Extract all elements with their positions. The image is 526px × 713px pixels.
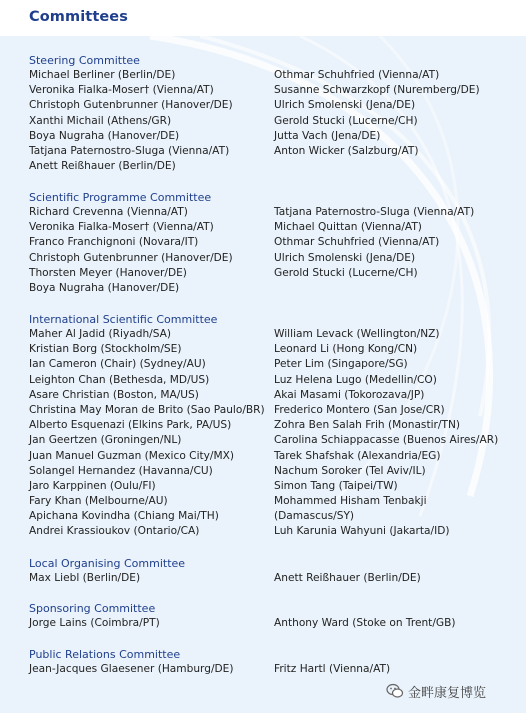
member-entry: Gerold Stucki (Lucerne/CH) (274, 114, 418, 127)
member-entry: Christoph Gutenbrunner (Hanover/DE) (29, 251, 233, 264)
member-entry: Luh Karunia Wahyuni (Jakarta/ID) (274, 525, 450, 538)
section-heading: International Scientific Committee (29, 313, 218, 326)
member-entry: Christina May Moran de Brito (Sao Paulo/BR) (29, 403, 265, 416)
member-columns (29, 68, 509, 174)
member-entry: Jaro Karppinen (Oulu/FI) (29, 479, 156, 492)
member-column-left (29, 571, 140, 586)
member-entry: Jan Geertzen (Groningen/NL) (29, 434, 182, 447)
member-entry: Anett Reißhauer (Berlin/DE) (274, 572, 421, 584)
member-entry: Richard Crevenna (Vienna/AT) (29, 206, 188, 218)
member-entry: Leonard Li (Hong Kong/CN) (274, 343, 418, 356)
section-heading: Local Organising Committee (29, 557, 186, 570)
watermark-text: 金畔康复博览 (408, 686, 487, 701)
committee-section (29, 190, 509, 296)
member-entry: Tatjana Paternostro-Sluga (Vienna/AT) (274, 206, 475, 218)
member-columns (29, 662, 509, 677)
member-columns (29, 571, 509, 586)
member-entry: Boya Nugraha (Hanover/DE) (29, 281, 180, 294)
committee-panel (0, 36, 526, 713)
member-column-right (274, 616, 456, 631)
member-entry: Fritz Hartl (Vienna/AT) (274, 663, 391, 675)
member-column-right (274, 68, 480, 159)
member-entry: William Levack (Wellington/NZ) (274, 328, 440, 340)
committee-section (29, 601, 509, 631)
member-entry: Tatjana Paternostro-Sluga (Vienna/AT) (29, 144, 230, 157)
member-entry: Michael Berliner (Berlin/DE) (29, 69, 176, 81)
member-entry: Juan Manuel Guzman (Mexico City/MX) (29, 449, 235, 462)
member-entry: Maher Al Jadid (Riyadh/SA) (29, 328, 172, 340)
member-columns (29, 205, 509, 296)
member-entry: Othmar Schuhfried (Vienna/AT) (274, 69, 440, 81)
member-entry: Veronika Fialka-Moser† (Vienna/AT) (29, 221, 214, 234)
member-entry: Susanne Schwarzkopf (Nuremberg/DE) (274, 84, 480, 97)
committee-section (29, 647, 509, 677)
member-entry: Max Liebl (Berlin/DE) (29, 572, 141, 584)
member-entry: Ian Cameron (Chair) (Sydney/AU) (29, 358, 206, 371)
member-entry: Akai Masami (Tokorozava/JP) (274, 388, 425, 401)
section-heading: Sponsoring Committee (29, 602, 156, 615)
committee-section (29, 53, 509, 174)
title-band (0, 0, 526, 36)
member-column-left (29, 205, 233, 296)
member-entry: Othmar Schuhfried (Vienna/AT) (274, 236, 440, 249)
member-column-left (29, 68, 233, 174)
member-entry: Jutta Vach (Jena/DE) (274, 129, 381, 142)
member-entry: Thorsten Meyer (Hanover/DE) (29, 266, 187, 279)
section-heading: Steering Committee (29, 54, 140, 67)
wechat-icon (386, 682, 404, 700)
member-entry: Franco Franchignoni (Novara/IT) (29, 236, 199, 249)
member-column-left (29, 662, 234, 677)
member-entry: Carolina Schiappacasse (Buenos Aires/AR) (274, 434, 499, 447)
member-column-right (274, 327, 498, 540)
member-entry: (Damascus/SY) (274, 510, 355, 523)
member-entry: Boya Nugraha (Hanover/DE) (29, 129, 180, 142)
member-entry: Alberto Esquenazi (Elkins Park, PA/US) (29, 419, 232, 432)
member-entry: Gerold Stucki (Lucerne/CH) (274, 266, 418, 279)
member-entry: Kristian Borg (Stockholm/SE) (29, 343, 182, 356)
member-entry: Andrei Krassioukov (Ontario/CA) (29, 525, 200, 538)
member-entry: Jorge Lains (Coimbra/PT) (29, 617, 160, 629)
member-entry: Christoph Gutenbrunner (Hanover/DE) (29, 99, 233, 112)
member-entry: Ulrich Smolenski (Jena/DE) (274, 99, 416, 112)
member-entry: Solangel Hernandez (Havanna/CU) (29, 464, 213, 477)
committee-section (29, 556, 509, 586)
member-entry: Veronika Fialka-Moser† (Vienna/AT) (29, 84, 214, 97)
member-entry: Zohra Ben Salah Frih (Monastir/TN) (274, 419, 461, 432)
member-entry: Anthony Ward (Stoke on Trent/GB) (274, 617, 456, 629)
member-entry: Anton Wicker (Salzburg/AT) (274, 144, 419, 157)
member-entry: Asare Christian (Boston, MA/US) (29, 388, 199, 401)
member-column-right (274, 571, 421, 586)
page-title: Committees (29, 9, 128, 25)
member-entry: Nachum Soroker (Tel Aviv/IL) (274, 464, 426, 477)
member-column-right (274, 205, 474, 281)
member-column-left (29, 616, 160, 631)
member-entry: Luz Helena Lugo (Medellin/CO) (274, 373, 437, 386)
member-entry: Apichana Kovindha (Chiang Mai/TH) (29, 510, 219, 523)
committee-section (29, 312, 509, 540)
member-column-left (29, 327, 265, 540)
member-entry: Frederico Montero (San Jose/CR) (274, 403, 445, 416)
member-entry: Simon Tang (Taipei/TW) (274, 479, 398, 492)
member-columns (29, 616, 509, 631)
member-entry: Anett Reißhauer (Berlin/DE) (29, 160, 176, 173)
member-entry: Peter Lim (Singapore/SG) (274, 358, 408, 371)
section-heading: Scientific Programme Committee (29, 191, 212, 204)
member-columns (29, 327, 509, 540)
member-entry: Fary Khan (Melbourne/AU) (29, 495, 168, 508)
member-entry: Leighton Chan (Bethesda, MD/US) (29, 373, 210, 386)
member-entry: Ulrich Smolenski (Jena/DE) (274, 251, 416, 264)
member-entry: Jean-Jacques Glaesener (Hamburg/DE) (29, 663, 234, 675)
member-entry: Michael Quittan (Vienna/AT) (274, 221, 422, 234)
watermark (386, 680, 516, 702)
member-entry: Xanthi Michail (Athens/GR) (29, 114, 172, 127)
member-column-right (274, 662, 390, 677)
member-entry: Tarek Shafshak (Alexandria/EG) (274, 449, 441, 462)
member-entry: Mohammed Hisham Tenbakji (274, 495, 427, 508)
section-heading: Public Relations Committee (29, 648, 181, 661)
